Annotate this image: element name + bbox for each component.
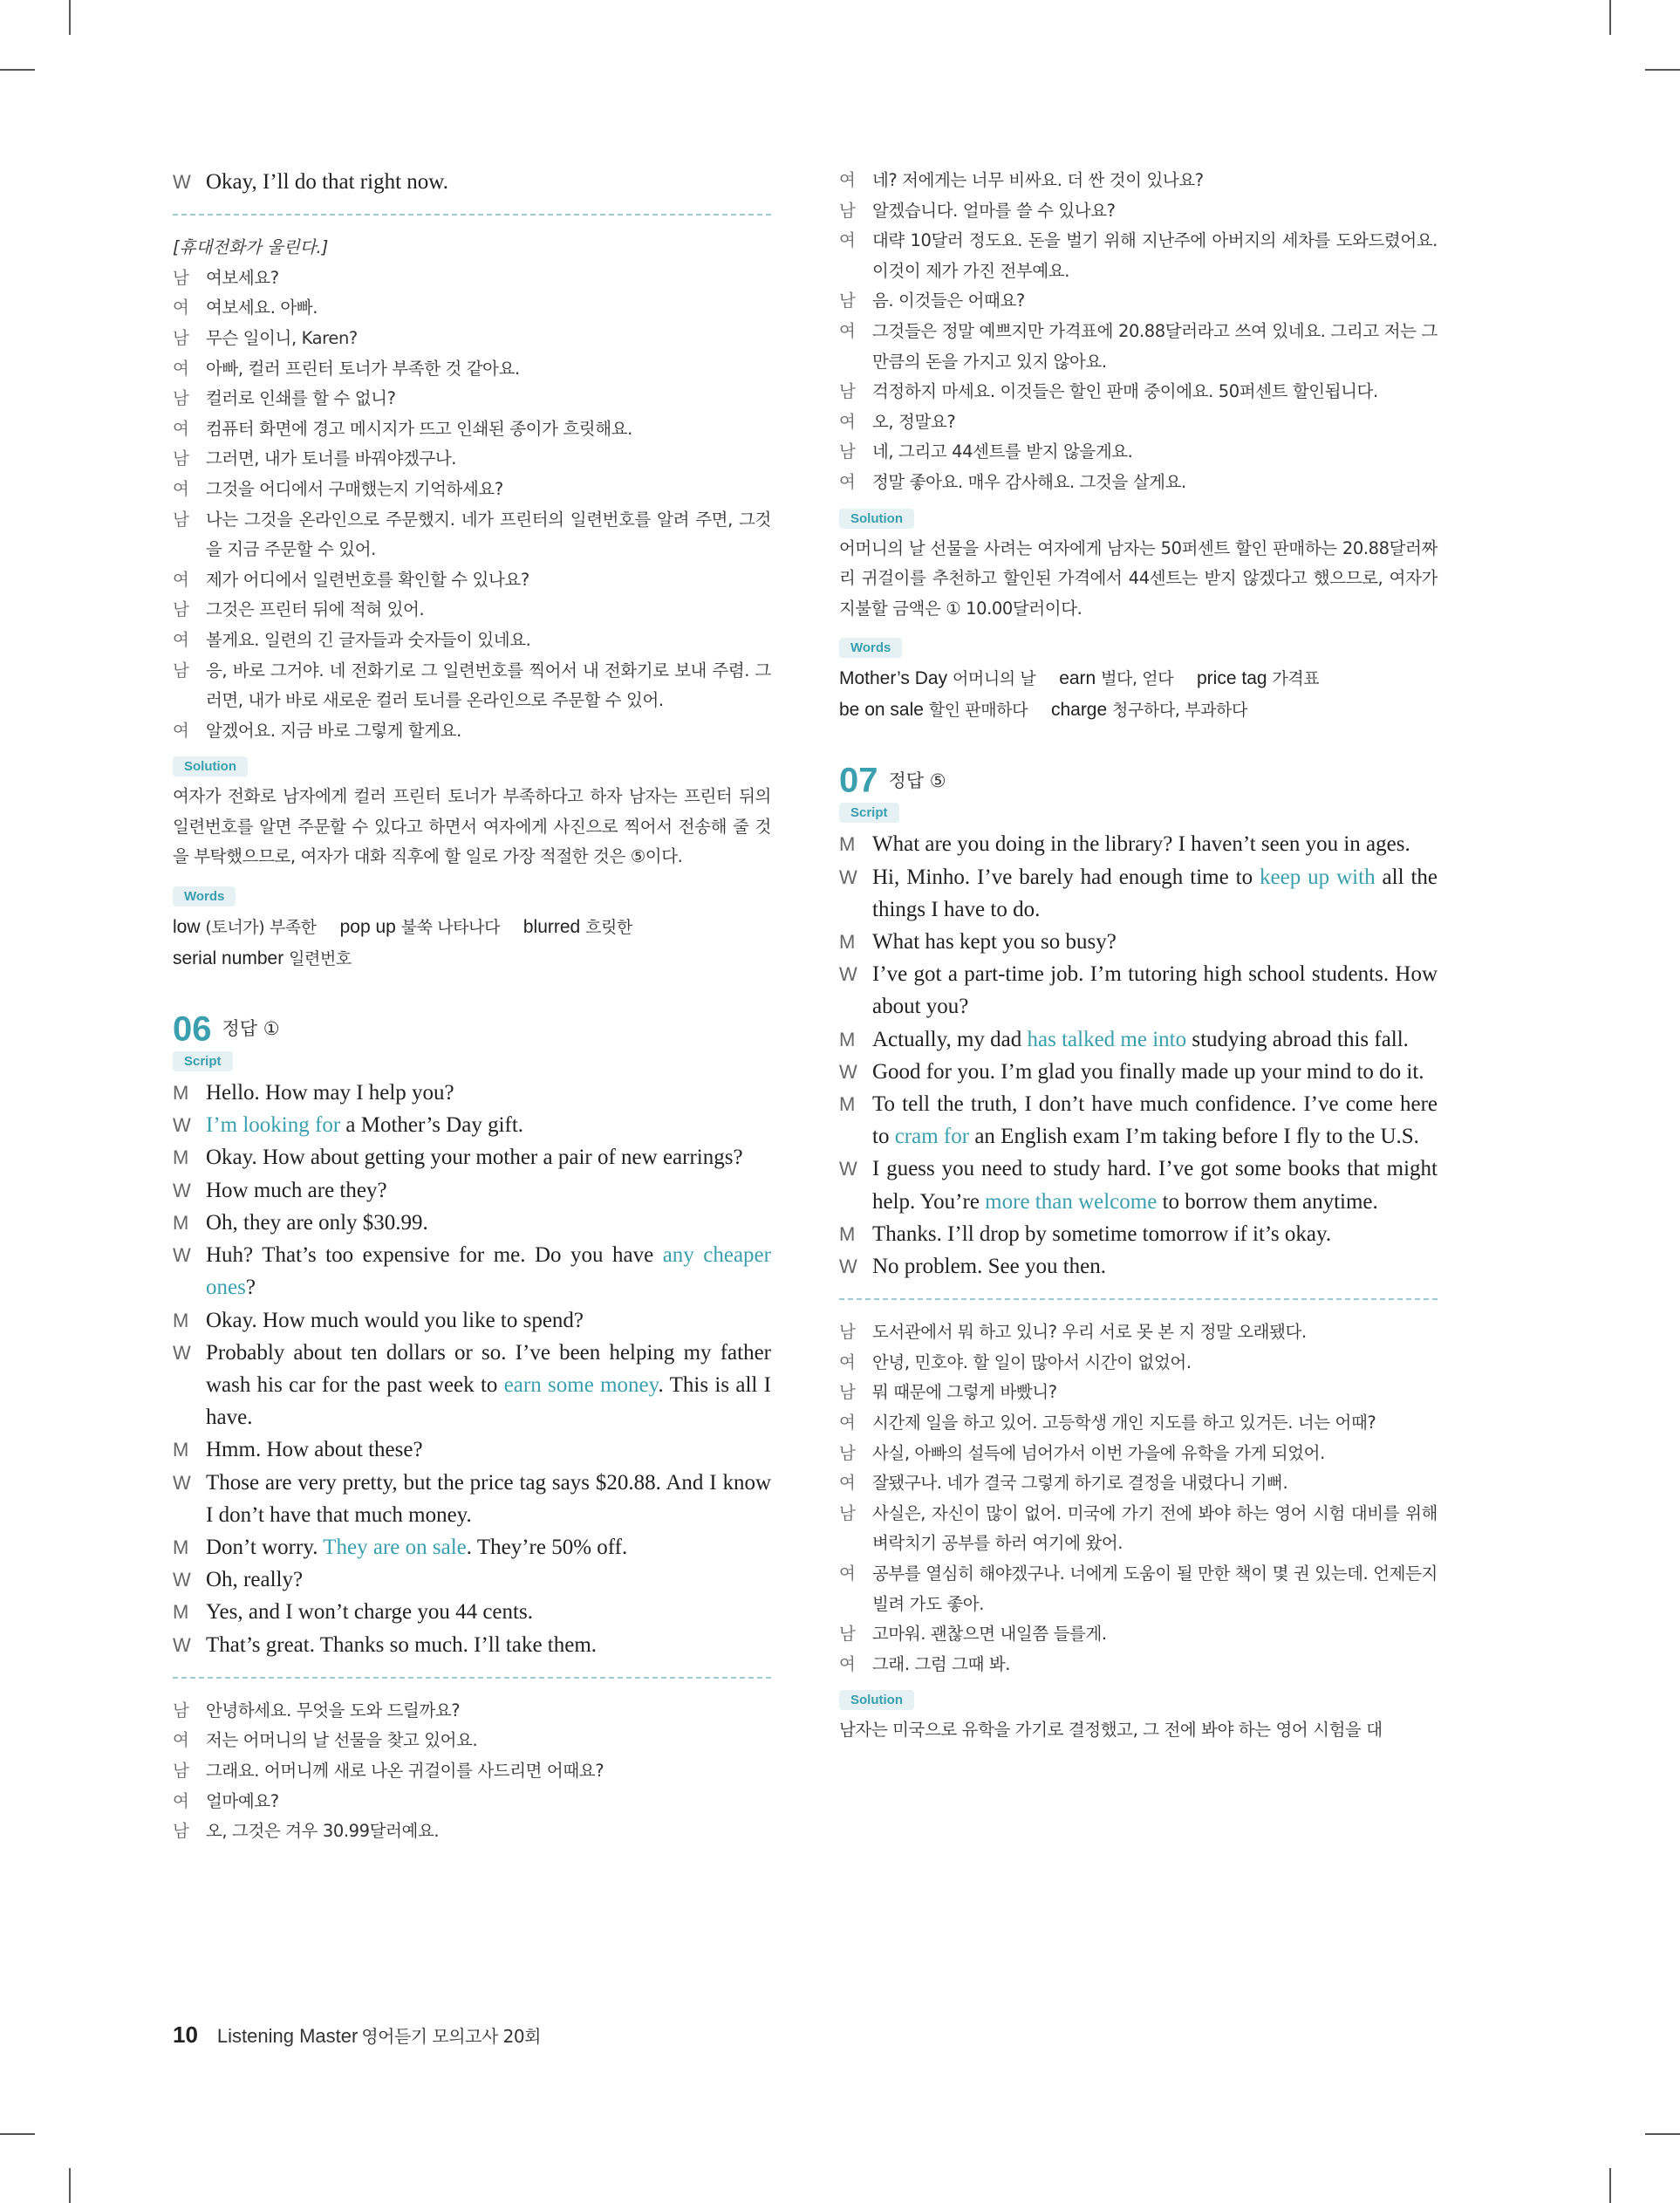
dialogue-line (839, 1023, 1438, 1056)
q06-ko-translation (173, 1696, 771, 1847)
q07-ko-translation (839, 1317, 1438, 1680)
speaker-label: 남 (839, 1624, 856, 1645)
dialogue-line (839, 926, 1438, 958)
translation-line (839, 1650, 1438, 1680)
speaker-label: 남 (173, 509, 189, 530)
dialogue-line (839, 1153, 1438, 1217)
translation-text: 도서관에서 뭐 하고 있니? 우리 서로 못 본 지 정말 오래됐다. (872, 1322, 1307, 1343)
key-expression: has talked me into (1027, 1027, 1187, 1051)
book-title-ko: 영어듣기 모의고사 20회 (361, 2026, 541, 2047)
dialogue-text (872, 926, 1438, 958)
translation-line (839, 407, 1438, 438)
translation-text: 네, 그리고 44센트를 받지 않을게요. (872, 441, 1133, 462)
page-footer (173, 2017, 541, 2052)
speaker-label: 남 (173, 599, 189, 620)
translation-text: 여보세요. 아빠. (206, 298, 318, 318)
key-expression: cram for (894, 1125, 970, 1149)
translation-line (173, 716, 771, 747)
speaker-label: 남 (173, 1760, 189, 1781)
dialogue-line (839, 958, 1438, 1023)
speaker-label: 남 (839, 1442, 856, 1463)
translation-line (173, 414, 771, 445)
speaker-label: 남 (839, 441, 856, 462)
speaker-label: W (173, 1569, 191, 1591)
word-en: earn (1035, 668, 1102, 689)
dialogue-text (872, 1056, 1438, 1088)
dialogue-text (206, 1596, 771, 1628)
word-en: blurred (500, 917, 586, 938)
crop-mark-bottom-right-v (1609, 2168, 1611, 2203)
text-segment: How much are they? (206, 1178, 387, 1202)
speaker-label: M (839, 1028, 856, 1050)
speaker-label: 여 (173, 1730, 189, 1751)
crop-mark-top-left-h (0, 69, 35, 71)
translation-line (173, 1726, 771, 1756)
dialogue-line (173, 166, 771, 198)
key-expression: any cheaper ones (206, 1243, 771, 1300)
dialogue-text (872, 958, 1438, 1023)
divider (173, 1677, 771, 1679)
q06-number: 06 (173, 1009, 212, 1049)
q06-header (173, 1009, 771, 1048)
speaker-label: 여 (173, 629, 189, 650)
dialogue-text (206, 1531, 771, 1563)
translation-line (173, 565, 771, 596)
dialogue-text (206, 1239, 771, 1303)
q06-solution-text: 어머니의 날 선물을 사려는 여자에게 남자는 50퍼센트 할인 판매하는 20.88달러짜리 귀걸이를 추천하고 할인된 가격에서 44센트는 받지 않겠다고 했으므로, 여자가 지불할 금액은 ① 10.00달러이다. (839, 537, 1438, 619)
speaker-label: 남 (173, 388, 189, 409)
translation-text: 그것을 어디에서 구매했는지 기억하세요? (206, 478, 503, 499)
translation-line (839, 437, 1438, 468)
speaker-label: W (173, 1471, 191, 1494)
dialogue-text (206, 166, 771, 198)
dialogue-line (839, 1218, 1438, 1250)
speaker-label: M (839, 930, 856, 953)
words-line (839, 694, 1438, 726)
dialogue-line (839, 828, 1438, 860)
dialogue-line (173, 1467, 771, 1531)
speaker-label: W (173, 1244, 191, 1267)
q07-solution-text: 남자는 미국으로 유학을 가기로 결정했고, 그 전에 봐야 하는 영어 시험을 대 (839, 1720, 1383, 1741)
text-segment: Probably about ten dollars or so. I’ve been helping my father wash his car for the past week to (206, 1340, 771, 1397)
right-column (839, 166, 1438, 1746)
text-segment: To tell the truth, I don’t have much confidence. I’ve come here to (872, 1091, 1438, 1149)
translation-text: 사실은, 자신이 많이 없어. 미국에 가기 전에 봐야 하는 영어 시험 대비를 위해 벼락치기 공부를 하러 여기에 왔어. (872, 1502, 1438, 1554)
translation-line (839, 1317, 1438, 1348)
translation-line (173, 475, 771, 505)
dialogue-text (206, 1304, 771, 1337)
translation-line (173, 1787, 771, 1817)
translation-text: 아빠, 컬러 프린터 토너가 부족한 것 같아요. (206, 358, 520, 379)
translation-line (173, 505, 771, 565)
dialogue-line (173, 1629, 771, 1661)
speaker-label: W (173, 1341, 191, 1364)
translation-line (839, 286, 1438, 317)
speaker-label: 남 (839, 291, 856, 311)
text-segment: . This is all I have. (206, 1372, 771, 1430)
word-en: be on sale (839, 700, 929, 721)
q06-ko-translation-cont (839, 166, 1438, 498)
page-number: 10 (173, 2022, 198, 2048)
dialogue-line (173, 1337, 771, 1434)
speaker-label: M (839, 1092, 856, 1115)
q06-words (839, 663, 1438, 726)
speaker-label: 남 (173, 448, 189, 469)
speaker-label: W (839, 865, 857, 888)
speaker-label: 여 (173, 298, 189, 318)
translation-text: 저는 어머니의 날 선물을 찾고 있어요. (206, 1730, 478, 1751)
q06-script (173, 1077, 771, 1661)
word-en: serial number (173, 948, 290, 969)
speaker-label: W (839, 1060, 857, 1083)
speaker-label: M (173, 1211, 189, 1234)
left-column (173, 166, 771, 1847)
script-label: Script (173, 1051, 233, 1071)
translation-line (173, 1816, 771, 1847)
word-meaning: 불쑥 나타나다 (400, 918, 501, 938)
translation-text: 정말 좋아요. 매우 감사해요. 그것을 살게요. (872, 471, 1186, 492)
dialogue-line (173, 1239, 771, 1303)
translation-line (173, 293, 771, 324)
dialogue-line (173, 1077, 771, 1109)
translation-text: 그래. 그럼 그때 봐. (872, 1653, 1011, 1674)
translation-line (173, 263, 771, 294)
dialogue-line (173, 1174, 771, 1207)
translation-text: 컬러로 인쇄를 할 수 없니? (206, 388, 396, 409)
word-meaning: 가격표 (1272, 669, 1320, 689)
dialogue-line (173, 1596, 771, 1628)
crop-mark-top-right-h (1645, 69, 1680, 71)
text-segment: Hmm. How about these? (206, 1438, 423, 1462)
translation-text: 나는 그것을 온라인으로 주문했지. 네가 프린터의 일련번호를 알려 주면, 그것을 지금 주문할 수 있어. (206, 509, 771, 560)
translation-text: 걱정하지 마세요. 이것들은 할인 판매 중이에요. 50퍼센트 할인됩니다. (872, 381, 1378, 402)
dialogue-text (872, 1218, 1438, 1250)
dialogue-text (206, 1563, 771, 1596)
translation-text: 알겠어요. 지금 바로 그렇게 할게요. (206, 720, 461, 741)
translation-text: 안녕하세요. 무엇을 도와 드릴까요? (206, 1700, 461, 1721)
dialogue-line (839, 861, 1438, 926)
q05-script-end (173, 166, 771, 198)
speaker-label: W (839, 1158, 857, 1180)
q05-ko-translation (173, 263, 771, 747)
dialogue-line (839, 1056, 1438, 1088)
speaker-label: 남 (173, 267, 189, 288)
translation-line (839, 166, 1438, 196)
dialogue-text (872, 1023, 1438, 1056)
q07-number: 07 (839, 761, 878, 800)
text-segment: Don’t worry. (206, 1535, 324, 1559)
dialogue-line (173, 1433, 771, 1466)
text-segment: That’s great. Thanks so much. I’ll take them. (206, 1632, 598, 1657)
translation-text: 고마워. 괜찮으면 내일쯤 들를게. (872, 1624, 1107, 1645)
text-segment: I guess you need to study hard. I’ve got some books that might help. You’re (872, 1157, 1438, 1214)
word-en: Mother’s Day (839, 668, 953, 689)
key-expression: more than welcome (985, 1189, 1158, 1214)
text-segment: to borrow them anytime. (1157, 1189, 1378, 1214)
word-en: price tag (1173, 668, 1273, 689)
translation-line (173, 595, 771, 626)
word-en: pop up (316, 917, 401, 938)
q07-answer: 정답 ⑤ (888, 770, 946, 791)
dialogue-text (206, 1109, 771, 1141)
dialogue-text (872, 861, 1438, 926)
translation-line (839, 468, 1438, 498)
dialogue-text (872, 828, 1438, 860)
text-segment: I’ve got a part-time job. I’m tutoring high school students. How about you? (872, 962, 1438, 1019)
dialogue-text (872, 1250, 1438, 1283)
translation-line (839, 1408, 1438, 1439)
q05-words (173, 912, 771, 975)
dialogue-line (173, 1141, 771, 1173)
translation-text: 뭐 때문에 그렇게 바빴니? (872, 1382, 1057, 1403)
speaker-label: 여 (839, 1351, 856, 1372)
book-title: Listening Master (216, 2025, 359, 2047)
dialogue-line (173, 1531, 771, 1563)
translation-line (839, 317, 1438, 377)
crop-mark-top-left-v (69, 0, 71, 35)
speaker-label: 여 (839, 230, 856, 251)
speaker-label: M (173, 1146, 189, 1169)
dialogue-text (206, 1207, 771, 1239)
solution-label: Solution (839, 1690, 914, 1710)
text-segment: Oh, they are only $30.99. (206, 1210, 428, 1235)
speaker-label: 남 (839, 1322, 856, 1343)
text-segment: Thanks. I’ll drop by sometime tomorrow if it’s okay. (872, 1221, 1332, 1246)
q05-solution-text: 여자가 전화로 남자에게 컬러 프린터 토너가 부족하다고 하자 남자는 프린터 뒤의 일련번호를 알면 주문할 수 있다고 하면서 여자에게 사진으로 찍어서 전송해 줄 것을 부탁했으므로, 여자가 대화 직후에 할 일로 가장 적절한 것은 ⑤이다. (173, 786, 771, 867)
words-line (173, 912, 771, 943)
dialogue-text (206, 1433, 771, 1466)
dialogue-text (206, 1174, 771, 1207)
word-meaning: 일련번호 (289, 949, 352, 969)
translation-line (839, 1439, 1438, 1469)
translation-text: 응, 바로 그거야. 네 전화기로 그 일련번호를 찍어서 내 전화기로 보내 주렴. 그러면, 내가 바로 새로운 컬러 토너를 온라인으로 주문할 수 있어. (206, 660, 771, 711)
speaker-label: 여 (173, 358, 189, 379)
translation-line (173, 444, 771, 475)
words-line (839, 663, 1438, 694)
dialogue-line (173, 1563, 771, 1596)
speaker-label: 여 (839, 471, 856, 492)
translation-text: 네? 저에게는 너무 비싸요. 더 싼 것이 있나요? (872, 170, 1204, 190)
translation-text: 무슨 일이니, Karen? (206, 327, 358, 348)
translation-text: 잘됐구나. 네가 결국 그렇게 하기로 결정을 내렸다니 기뻐. (872, 1473, 1288, 1494)
speaker-label: W (173, 171, 191, 193)
text-segment: Huh? That’s too expensive for me. Do you have (206, 1243, 663, 1268)
text-segment: Yes, and I won’t charge you 44 cents. (206, 1600, 533, 1625)
text-segment: Hi, Minho. I’ve barely had enough time to (872, 865, 1260, 889)
translation-text: 그것은 프린터 뒤에 적혀 있어. (206, 599, 425, 620)
q07-script (839, 828, 1438, 1283)
translation-line (173, 384, 771, 414)
translation-text: 오, 그것은 겨우 30.99달러예요. (206, 1821, 440, 1842)
text-segment: studying abroad this fall. (1186, 1027, 1409, 1051)
words-line (173, 943, 771, 975)
translation-line (173, 354, 771, 385)
script-label: Script (839, 803, 899, 823)
q06-answer: 정답 ① (222, 1018, 280, 1040)
words-label: Words (839, 638, 902, 658)
dialogue-text (872, 1153, 1438, 1217)
translation-line (839, 1559, 1438, 1619)
text-segment: Okay, I’ll do that right now. (206, 170, 448, 194)
translation-line (839, 1619, 1438, 1650)
translation-text: 사실, 아빠의 설득에 넘어가서 이번 가을에 유학을 가게 되었어. (872, 1442, 1325, 1463)
word-en: low (173, 917, 206, 938)
dialogue-text (206, 1467, 771, 1531)
text-segment: Those are very pretty, but the price tag says $20.88. And I know I don’t have that much money. (206, 1470, 771, 1527)
translation-text: 컴퓨터 화면에 경고 메시지가 뜨고 인쇄된 종이가 흐릿해요. (206, 418, 632, 439)
translation-text: 알겠습니다. 얼마를 쓸 수 있나요? (872, 200, 1116, 221)
speaker-label: M (173, 1309, 189, 1331)
divider (173, 214, 771, 216)
dialogue-line (839, 1088, 1438, 1153)
word-meaning: 어머니의 날 (952, 669, 1036, 689)
divider (839, 1298, 1438, 1300)
dialogue-line (839, 1250, 1438, 1283)
text-segment: all the things I have to do. (872, 865, 1438, 921)
speaker-label: W (173, 1179, 191, 1201)
translation-line (839, 226, 1438, 286)
translation-text: 대략 10달러 정도요. 돈을 벌기 위해 지난주에 아버지의 세차를 도와드렸어요. 이것이 제가 가진 전부예요. (872, 230, 1438, 281)
translation-line (173, 324, 771, 354)
translation-line (839, 377, 1438, 407)
text-segment: ? (245, 1276, 256, 1300)
translation-text: 그것들은 정말 예쁘지만 가격표에 20.88달러라고 쓰여 있네요. 그리고 저는 그만큼의 돈을 가지고 있지 않아요. (872, 320, 1438, 372)
speaker-label: W (173, 1114, 191, 1137)
speaker-label: 여 (839, 1653, 856, 1674)
crop-mark-bottom-left-h (0, 2133, 35, 2135)
speaker-label: M (173, 1601, 189, 1624)
speaker-label: 여 (173, 1790, 189, 1811)
speaker-label: 여 (839, 170, 856, 190)
ko-stage-note: [휴대전화가 울린다.] (173, 237, 329, 258)
speaker-label: 여 (839, 1563, 856, 1584)
speaker-label: W (839, 963, 857, 986)
dialogue-line (173, 1207, 771, 1239)
speaker-label: M (839, 1222, 856, 1245)
text-segment: Actually, my dad (872, 1027, 1028, 1051)
text-segment: Oh, really? (206, 1568, 304, 1592)
translation-text: 여보세요? (206, 267, 279, 288)
text-segment: What has kept you so busy? (872, 929, 1117, 954)
speaker-label: 남 (173, 327, 189, 348)
translation-text: 얼마예요? (206, 1790, 279, 1811)
translation-text: 제가 어디에서 일련번호를 확인할 수 있나요? (206, 569, 529, 590)
speaker-label: 여 (839, 320, 856, 341)
translation-text: 안녕, 민호야. 할 일이 많아서 시간이 없었어. (872, 1351, 1192, 1372)
speaker-label: 남 (839, 381, 856, 402)
speaker-label: 남 (839, 200, 856, 221)
speaker-label: W (839, 1255, 857, 1277)
dialogue-text (872, 1088, 1438, 1153)
key-expression: keep up with (1260, 865, 1376, 889)
speaker-label: 남 (839, 1502, 856, 1523)
speaker-label: 여 (173, 418, 189, 439)
dialogue-text (206, 1077, 771, 1109)
text-segment: Okay. How much would you like to spend? (206, 1308, 584, 1332)
text-segment: Hello. How may I help you? (206, 1081, 454, 1105)
translation-text: 시간제 일을 하고 있어. 고등학생 개인 지도를 하고 있거든. 너는 어때? (872, 1412, 1376, 1433)
translation-line (173, 656, 771, 716)
word-meaning: 흐릿한 (585, 918, 632, 938)
words-label: Words (173, 886, 236, 907)
crop-mark-top-right-v (1609, 0, 1611, 35)
dialogue-line (173, 1304, 771, 1337)
speaker-label: W (173, 1633, 191, 1656)
speaker-label: 여 (839, 1473, 856, 1494)
text-segment: . They’re 50% off. (466, 1535, 628, 1559)
word-meaning: (토너가) 부족한 (205, 918, 317, 938)
speaker-label: 여 (839, 411, 856, 432)
speaker-label: 남 (173, 660, 189, 681)
translation-line (839, 1378, 1438, 1408)
translation-line (173, 626, 771, 656)
crop-mark-bottom-right-h (1645, 2133, 1680, 2135)
dialogue-text (206, 1141, 771, 1173)
speaker-label: 여 (173, 478, 189, 499)
key-expression: They are on sale (323, 1535, 467, 1559)
text-segment: No problem. See you then. (872, 1254, 1107, 1278)
word-meaning: 청구하다, 부과하다 (1112, 701, 1247, 721)
text-segment: an English exam I’m taking before I fly to the U.S. (969, 1125, 1419, 1149)
translation-text: 오, 정말요? (872, 411, 956, 432)
speaker-label: 여 (839, 1412, 856, 1433)
speaker-label: M (173, 1082, 189, 1105)
translation-line (173, 1696, 771, 1727)
dialogue-text (206, 1337, 771, 1434)
speaker-label: 남 (173, 1821, 189, 1842)
translation-text: 그러면, 내가 토너를 바꿔야겠구나. (206, 448, 457, 469)
speaker-label: 남 (173, 1700, 189, 1721)
speaker-label: M (173, 1536, 189, 1558)
translation-text: 음. 이것들은 어때요? (872, 291, 1025, 311)
solution-label: Solution (839, 509, 914, 529)
speaker-label: 남 (839, 1382, 856, 1403)
translation-text: 공부를 열심히 해야겠구나. 너에게 도움이 될 만한 책이 몇 권 있는데. 언제든지 빌려 가도 좋아. (872, 1563, 1438, 1614)
translation-line (173, 1756, 771, 1787)
word-en: charge (1028, 700, 1113, 721)
speaker-label: 여 (173, 720, 189, 741)
speaker-label: 여 (173, 569, 189, 590)
word-meaning: 할인 판매하다 (928, 701, 1028, 721)
key-expression: I’m looking for (206, 1113, 341, 1138)
text-segment: What are you doing in the library? I haven’t seen you in ages. (872, 832, 1410, 857)
key-expression: earn some money (503, 1372, 659, 1397)
translation-text: 그래요. 어머니께 새로 나온 귀걸이를 사드리면 어때요? (206, 1760, 604, 1781)
speaker-label: M (839, 833, 856, 856)
text-segment: Good for you. I’m glad you finally made up your mind to do it. (872, 1059, 1424, 1084)
crop-mark-bottom-left-v (69, 2168, 71, 2203)
word-meaning: 벌다, 얻다 (1101, 669, 1174, 689)
text-segment: a Mother’s Day gift. (340, 1113, 524, 1138)
q07-header (839, 761, 1438, 799)
translation-line (839, 1499, 1438, 1559)
translation-line (839, 196, 1438, 227)
translation-line (839, 1468, 1438, 1499)
speaker-label: M (173, 1439, 189, 1461)
dialogue-line (173, 1109, 771, 1141)
translation-text: 볼게요. 일련의 긴 글자들과 숫자들이 있네요. (206, 629, 531, 650)
text-segment: Okay. How about getting your mother a pair of new earrings? (206, 1146, 743, 1170)
solution-label: Solution (173, 756, 248, 777)
dialogue-text (206, 1629, 771, 1661)
translation-line (839, 1348, 1438, 1379)
